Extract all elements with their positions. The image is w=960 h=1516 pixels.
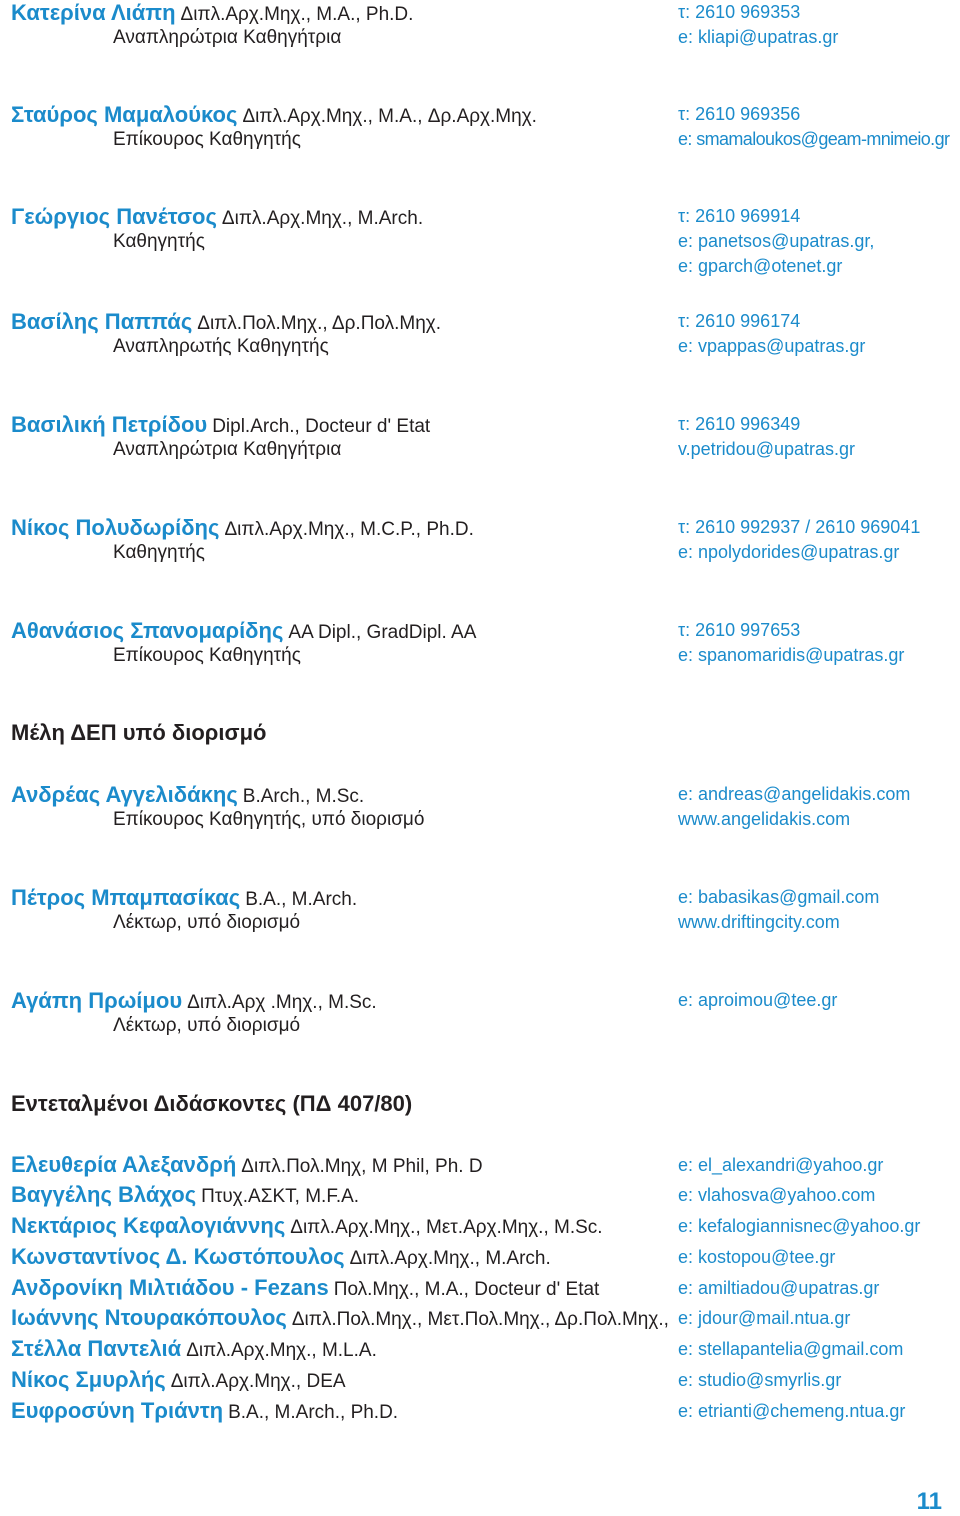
person-name: Βαγγέλης Βλάχος xyxy=(11,1182,197,1207)
contact-block xyxy=(678,618,904,668)
faculty-entry xyxy=(0,412,960,492)
person-role: Καθηγητής xyxy=(113,542,205,563)
email-address: e: kliapi@upatras.gr xyxy=(678,27,839,47)
person-name: Ιωάννης Ντουρακόπουλος xyxy=(11,1305,287,1330)
person-name: Κατερίνα Λιάπη xyxy=(11,0,176,25)
contact-block xyxy=(678,515,920,565)
entry-name-line xyxy=(11,1213,603,1239)
person-name: Ανδρέας Αγγελιδάκης xyxy=(11,782,238,807)
email-address: e: kostopou@tee.gr xyxy=(678,1247,836,1267)
person-name: Νίκος Πολυδωρίδης xyxy=(11,515,220,540)
person-name: Πέτρος Μπαμπασίκας xyxy=(11,885,241,910)
entry-name-line xyxy=(11,885,357,910)
person-role: Αναπληρωτής Καθηγητής xyxy=(113,336,329,357)
faculty-entry xyxy=(0,204,960,284)
appointed-entry xyxy=(0,885,960,965)
email-address: e: stellapantelia@gmail.com xyxy=(678,1339,904,1359)
person-role: Καθηγητής xyxy=(113,231,205,252)
phone-number: τ: 2610 969353 xyxy=(678,2,801,22)
contact-block xyxy=(678,309,865,359)
faculty-entry xyxy=(0,618,960,698)
contact-block xyxy=(678,885,879,935)
entry-name-line xyxy=(11,309,441,334)
person-role: Αναπληρώτρια Καθηγήτρια xyxy=(113,439,342,460)
person-credentials: Διπλ.Αρχ.Μηχ., Μετ.Αρχ.Μηχ., M.Sc. xyxy=(290,1217,603,1238)
person-credentials: Διπλ.Πολ.Μηχ, M Phil, Ph. D xyxy=(241,1156,483,1177)
instructor-row xyxy=(0,1367,960,1393)
person-name: Νίκος Σμυρλής xyxy=(11,1367,166,1392)
appointed-entry xyxy=(0,988,960,1068)
entry-name-line xyxy=(11,0,413,25)
person-credentials: Διπλ.Αρχ.Μηχ., M.A., Ph.D. xyxy=(180,4,414,25)
website: www.angelidakis.com xyxy=(678,809,851,829)
person-credentials: Διπλ.Πολ.Μηχ., Μετ.Πολ.Μηχ., Δρ.Πολ.Μηχ., xyxy=(291,1309,669,1330)
entry-name-line xyxy=(11,618,476,643)
faculty-entry xyxy=(0,102,960,182)
entry-name-line xyxy=(11,1305,669,1331)
phone-number: τ: 2610 969356 xyxy=(678,104,801,124)
email-address: e: jdour@mail.ntua.gr xyxy=(678,1308,851,1328)
person-name: Αθανάσιος Σπανομαρίδης xyxy=(11,618,284,643)
contact-block xyxy=(678,204,874,279)
section-heading-instructors: Εντεταλμένοι Διδάσκοντες (ΠΔ 407/80) xyxy=(11,1091,413,1116)
person-credentials: Πολ.Μηχ., M.A., Docteur d' Etat xyxy=(333,1279,600,1300)
person-credentials: Διπλ.Πολ.Μηχ., Δρ.Πολ.Μηχ. xyxy=(197,313,442,334)
person-name: Νεκτάριος Κεφαλογιάννης xyxy=(11,1213,286,1238)
person-credentials: Διπλ.Αρχ.Μηχ., M.Arch. xyxy=(349,1248,551,1269)
email-address: e: gparch@otenet.gr xyxy=(678,256,843,276)
person-name: Στέλλα Παντελιά xyxy=(11,1336,182,1361)
person-role: Επίκουρος Καθηγητής xyxy=(113,645,301,666)
email-address: e: amiltiadou@upatras.gr xyxy=(678,1278,880,1298)
entry-name-line xyxy=(11,1182,359,1208)
instructor-row xyxy=(0,1244,960,1270)
entry-name-line xyxy=(11,102,537,127)
phone-number: τ: 2610 992937 / 2610 969041 xyxy=(678,517,921,537)
entry-name-line xyxy=(11,1275,599,1301)
person-name: Βασίλης Παππάς xyxy=(11,309,193,334)
email-address: e: kefalogiannisnec@yahoo.gr xyxy=(678,1216,921,1236)
person-credentials: B.Arch., M.Sc. xyxy=(242,786,365,807)
section-heading-appointed: Μέλη ΔΕΠ υπό διορισμό xyxy=(11,720,267,745)
entry-name-line xyxy=(11,412,430,437)
person-role: Επίκουρος Καθηγητής, υπό διορισμό xyxy=(113,809,425,830)
contact-block xyxy=(678,102,949,152)
faculty-entry xyxy=(0,309,960,389)
email-address: e: vlahosva@yahoo.com xyxy=(678,1185,876,1205)
phone-number: τ: 2610 997653 xyxy=(678,620,801,640)
person-name: Αγάπη Πρωίμου xyxy=(11,988,183,1013)
phone-number: τ: 2610 996174 xyxy=(678,311,801,331)
page-number: 11 xyxy=(916,1488,942,1515)
email-address: e: vpappas@upatras.gr xyxy=(678,336,866,356)
website: www.driftingcity.com xyxy=(678,912,840,932)
instructor-row xyxy=(0,1275,960,1301)
contact-block xyxy=(678,412,855,462)
entry-name-line xyxy=(11,1152,483,1178)
contact-block xyxy=(678,988,837,1013)
email-address: v.petridou@upatras.gr xyxy=(678,439,856,459)
person-name: Σταύρος Μαμαλούκος xyxy=(11,102,238,127)
person-credentials: B.A., M.Arch. xyxy=(245,889,358,910)
person-role: Αναπληρώτρια Καθηγήτρια xyxy=(113,27,342,48)
person-credentials: Διπλ.Αρχ.Μηχ., M.L.A. xyxy=(186,1340,377,1361)
entry-name-line xyxy=(11,1244,551,1270)
faculty-entry xyxy=(0,515,960,595)
email-address: e: etrianti@chemeng.ntua.gr xyxy=(678,1401,906,1421)
person-credentials: Dipl.Arch., Docteur d' Etat xyxy=(212,416,431,437)
entry-name-line xyxy=(11,988,377,1013)
person-credentials: Διπλ.Αρχ.Μηχ., M.Arch. xyxy=(221,208,424,229)
person-name: Ευφροσύνη Τριάντη xyxy=(11,1398,224,1423)
person-credentials: B.A., M.Arch., Ph.D. xyxy=(228,1402,399,1423)
appointed-entry xyxy=(0,782,960,862)
email-address: e: npolydorides@upatras.gr xyxy=(678,542,900,562)
person-credentials: Διπλ.Αρχ.Μηχ., DEA xyxy=(170,1371,346,1392)
faculty-entry xyxy=(0,0,960,80)
person-name: Βασιλική Πετρίδου xyxy=(11,412,208,437)
person-name: Γεώργιος Πανέτσος xyxy=(11,204,217,229)
instructor-row xyxy=(0,1305,960,1331)
email-address: e: andreas@angelidakis.com xyxy=(678,784,911,804)
person-credentials: Πτυχ.ΑΣΚΤ, M.F.A. xyxy=(201,1186,360,1207)
email-address: e: smamaloukos@geam-mnimeio.gr xyxy=(678,129,950,149)
person-credentials: Διπλ.Αρχ .Μηχ., M.Sc. xyxy=(187,992,377,1013)
person-role: Λέκτωρ, υπό διορισμό xyxy=(113,1015,301,1036)
entry-name-line xyxy=(11,1398,398,1424)
phone-number: τ: 2610 969914 xyxy=(678,206,801,226)
person-name: Κωνσταντίνος Δ. Κωστόπουλος xyxy=(11,1244,345,1269)
entry-name-line xyxy=(11,1367,346,1393)
email-address: e: spanomaridis@upatras.gr xyxy=(678,645,905,665)
person-role: Λέκτωρ, υπό διορισμό xyxy=(113,912,301,933)
person-name: Ελευθερία Αλεξανδρή xyxy=(11,1152,237,1177)
person-role: Επίκουρος Καθηγητής xyxy=(113,129,301,150)
person-credentials: AA Dipl., GradDipl. AA xyxy=(288,622,477,643)
instructor-row xyxy=(0,1182,960,1208)
email-address: e: panetsos@upatras.gr, xyxy=(678,231,875,251)
instructor-row xyxy=(0,1213,960,1239)
email-address: e: babasikas@gmail.com xyxy=(678,887,880,907)
instructor-row xyxy=(0,1152,960,1178)
person-credentials: Διπλ.Αρχ.Μηχ., M.C.P., Ph.D. xyxy=(224,519,474,540)
instructor-row xyxy=(0,1336,960,1362)
person-name: Ανδρονίκη Μιλτιάδου - Fezans xyxy=(11,1275,329,1300)
email-address: e: aproimou@tee.gr xyxy=(678,990,838,1010)
email-address: e: studio@smyrlis.gr xyxy=(678,1370,842,1390)
contact-block xyxy=(678,782,910,832)
entry-name-line xyxy=(11,515,474,540)
contact-block xyxy=(678,0,838,50)
phone-number: τ: 2610 996349 xyxy=(678,414,801,434)
entry-name-line xyxy=(11,1336,377,1362)
instructor-row xyxy=(0,1398,960,1424)
entry-name-line xyxy=(11,204,423,229)
person-credentials: Διπλ.Αρχ.Μηχ., M.A., Δρ.Αρχ.Μηχ. xyxy=(242,106,537,127)
entry-name-line xyxy=(11,782,364,807)
email-address: e: el_alexandri@yahoo.gr xyxy=(678,1155,884,1175)
